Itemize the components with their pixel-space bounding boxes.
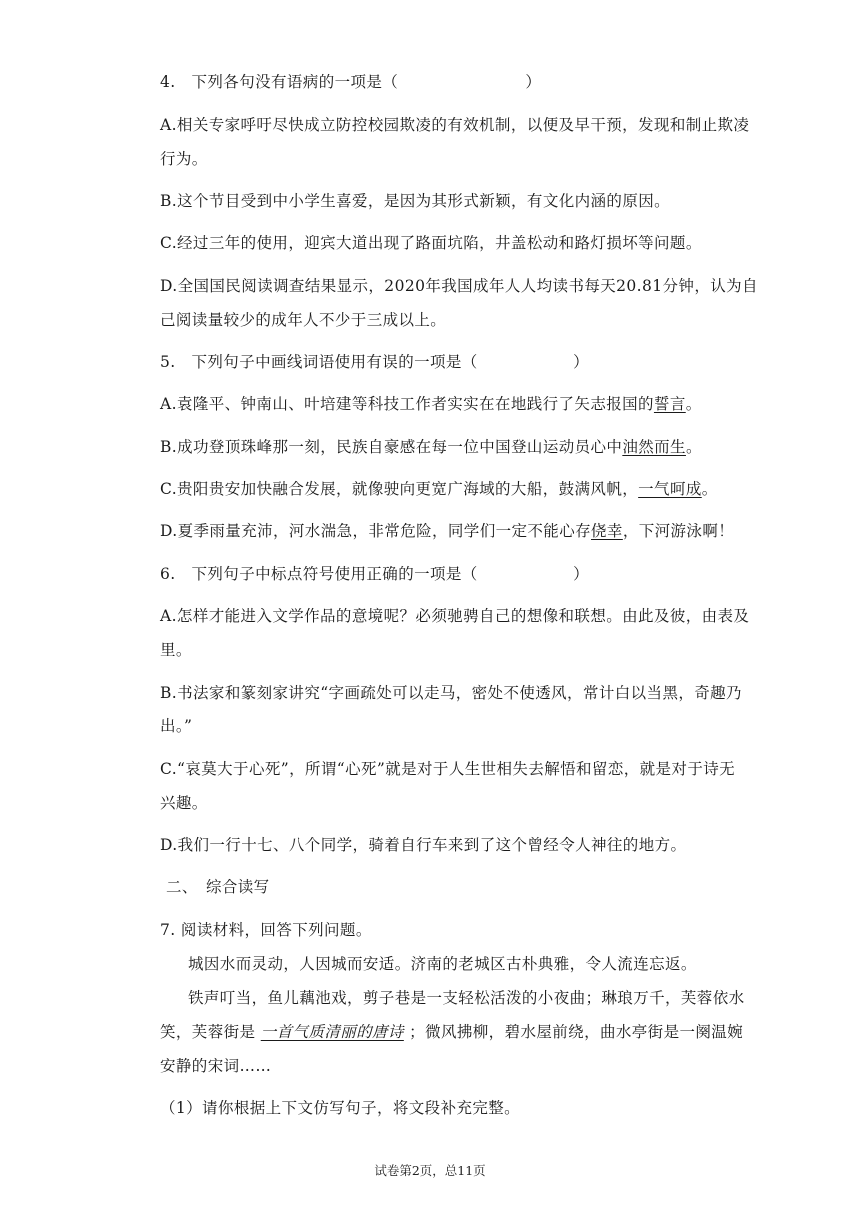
q4-option-d-line2: 己阅读量较少的成年人不少于三成以上。 [160, 311, 447, 329]
q6-option-d: D.我们一行十七、八个同学，骑着自行车来到了这个曾经令人神往的地方。 [160, 836, 687, 854]
q5-option-d [160, 521, 734, 541]
q5-c-underlined: 一气呵成 [638, 480, 702, 498]
q7-paragraph-2-line3: 安静的宋词…… [160, 1057, 272, 1075]
q7-paragraph-1: 城因水而灵动，人因城而安适。济南的老城区古朴典雅，令人流连忘返。 [188, 955, 697, 973]
q6-option-c-line1: C.“哀莫大于心死”，所谓“心死”就是对于人生世相失去解悟和留恋，就是对于诗无 [160, 760, 736, 778]
q5-a-text: A.袁隆平、钟南山、叶培建等科技工作者实实在在地践行了矢志报国的 [160, 395, 654, 413]
q5-option-b [160, 437, 702, 457]
q5-a-end: 。 [685, 395, 702, 413]
q4-option-b: B.这个节目受到中小学生喜爱，是因为其形式新颖，有文化内涵的原因。 [160, 192, 671, 210]
q5-b-underlined: 油然而生 [622, 438, 686, 456]
q6-option-a-line1: A.怎样才能进入文学作品的意境呢？必须驰骋自己的想像和联想。由此及彼，由表及 [160, 607, 750, 625]
q6-stem: 6. 下列句子中标点符号使用正确的一项是（ ） [160, 565, 589, 583]
q4-option-a-line1: A.相关专家呼吁尽快成立防控校园欺凌的有效机制，以便及早干预，发现和制止欺凌 [160, 116, 750, 134]
q4-stem: 4. 下列各句没有语病的一项是（ ） [160, 73, 542, 91]
q5-option-c [160, 479, 718, 499]
q5-c-text: C.贵阳贵安加快融合发展，就像驶向更宽广海域的大船，鼓满风帆， [160, 480, 639, 498]
q6-option-c-line2: 兴趣。 [160, 794, 208, 812]
q7-p2-text-cont: ；微风拂柳，碧水屋前绕，曲水亭街是一阕温婉 [409, 1023, 744, 1041]
q4-option-d-line1: D.全国国民阅读调查结果显示，2020年我国成年人人均读书每天20.81分钟，认为自 [160, 277, 758, 295]
q7-paragraph-2-line1: 铁声叮当，鱼儿藕池戏，剪子巷是一支轻松活泼的小夜曲；琳琅万千，芙蓉依水 [188, 989, 745, 1007]
q5-d-text: D.夏季雨量充沛，河水湍急，非常危险，同学们一定不能心存 [160, 522, 592, 540]
q5-a-underlined: 誓言 [653, 395, 686, 413]
q5-d-underlined: 侥幸 [591, 522, 623, 540]
q7-p2-underlined-example: 一首气质清丽的唐诗 [260, 1023, 404, 1041]
section-heading: 二、 综合读写 [166, 878, 270, 896]
q7-stem: 7. 阅读材料，回答下列问题。 [160, 921, 372, 939]
q7-subquestion-1: （1）请你根据上下文仿写句子，将文段补充完整。 [160, 1099, 521, 1117]
q5-d-end: ，下河游泳啊！ [622, 522, 735, 540]
q4-option-a-line2: 行为。 [160, 150, 208, 168]
q4-option-c: C.经过三年的使用，迎宾大道出现了路面坑陷，井盖松动和路灯损坏等问题。 [160, 234, 702, 252]
q5-b-text: B.成功登顶珠峰那一刻，民族自豪感在每一位中国登山运动员心中 [160, 438, 623, 456]
q7-paragraph-2-line2 [160, 1022, 743, 1042]
page-footer: 试卷第2页，总11页 [374, 1163, 486, 1178]
q6-option-b-line2: 出。” [160, 717, 193, 735]
q5-option-a [160, 394, 702, 414]
q6-option-b-line1: B.书法家和篆刻家讲究“字画疏处可以走马，密处不使透风，常计白以当黑，奇趣乃 [160, 684, 742, 702]
q5-b-end: 。 [685, 438, 702, 456]
q6-option-a-line2: 里。 [160, 641, 192, 659]
q7-p2-text: 笑，芙蓉街是 [160, 1023, 256, 1041]
q5-c-end: 。 [701, 480, 718, 498]
q5-stem: 5. 下列句子中画线词语使用有误的一项是（ ） [160, 353, 589, 371]
